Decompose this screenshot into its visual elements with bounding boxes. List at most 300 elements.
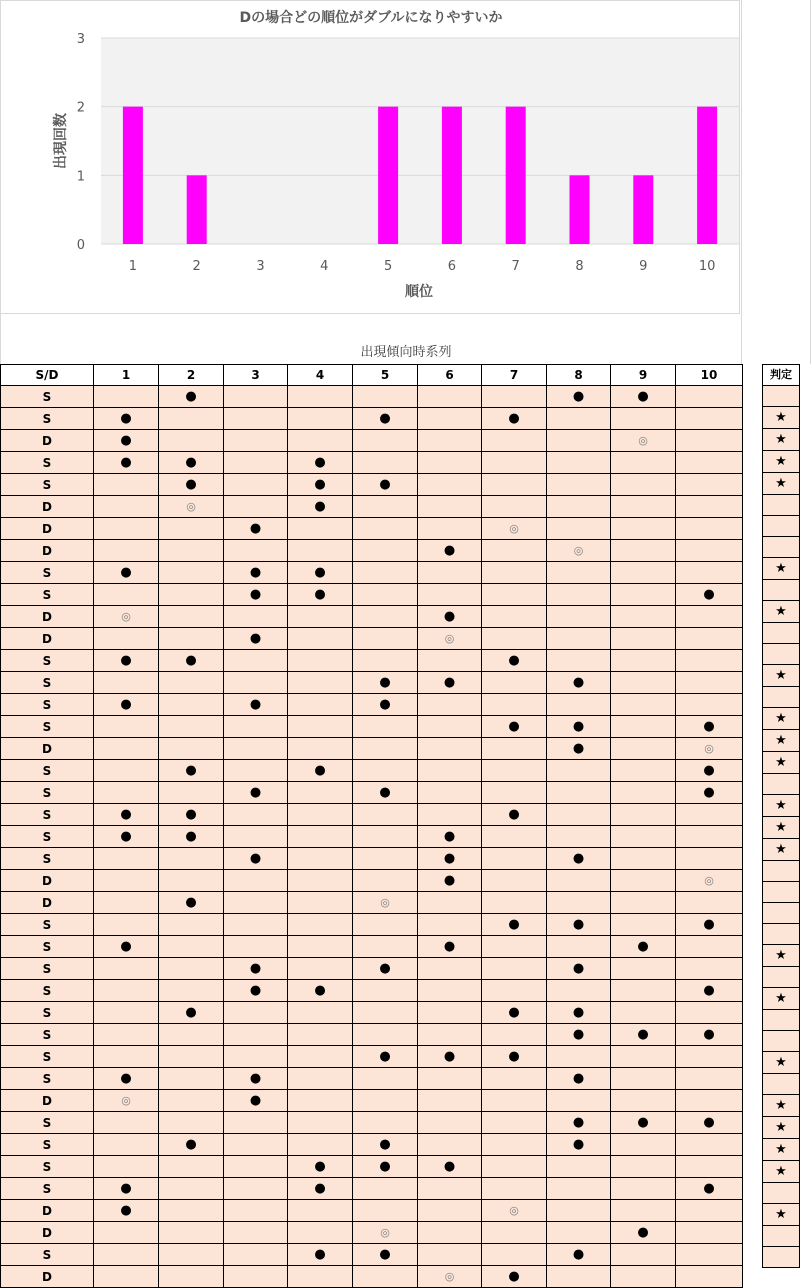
single-mark: ● bbox=[185, 1137, 197, 1152]
rank-cell bbox=[482, 694, 547, 716]
rank-cell bbox=[94, 1244, 159, 1266]
rank-cell bbox=[159, 826, 224, 848]
single-mark: ● bbox=[508, 1005, 520, 1020]
rank-cell bbox=[353, 980, 418, 1002]
rank-cell bbox=[224, 1024, 288, 1046]
table-title: 出現傾向時系列 bbox=[360, 345, 452, 360]
rank-cell bbox=[547, 1222, 611, 1244]
rank-cell bbox=[547, 386, 611, 408]
rank-cell bbox=[94, 430, 159, 452]
sd-cell: S bbox=[1, 1002, 94, 1024]
rank-cell bbox=[676, 892, 743, 914]
table-row bbox=[1, 892, 743, 914]
judge-row bbox=[763, 752, 800, 774]
judge-row bbox=[763, 537, 800, 558]
single-mark: ● bbox=[314, 983, 326, 998]
rank-cell bbox=[353, 452, 418, 474]
header-rank: 5 bbox=[353, 365, 418, 386]
rank-cell bbox=[224, 914, 288, 936]
double-mark: ◎ bbox=[509, 1204, 519, 1217]
rank-cell bbox=[159, 672, 224, 694]
single-mark: ● bbox=[572, 1137, 585, 1152]
rank-cell bbox=[676, 1024, 743, 1046]
rank-cell bbox=[288, 1222, 353, 1244]
rank-cell bbox=[224, 980, 288, 1002]
sd-cell: S bbox=[1, 1178, 94, 1200]
single-mark: ● bbox=[379, 675, 391, 690]
rank-cell bbox=[94, 650, 159, 672]
judge-cell bbox=[763, 730, 800, 752]
single-mark: ● bbox=[379, 1137, 391, 1152]
single-mark: ● bbox=[703, 587, 715, 602]
judge-cell bbox=[763, 537, 800, 558]
rank-cell bbox=[353, 804, 418, 826]
rank-cell bbox=[547, 958, 611, 980]
rank-cell bbox=[159, 694, 224, 716]
sd-cell: D bbox=[1, 606, 94, 628]
rank-cell bbox=[159, 980, 224, 1002]
rank-cell bbox=[611, 848, 676, 870]
rank-cell bbox=[547, 606, 611, 628]
x-tick-label: 5 bbox=[383, 259, 393, 274]
rank-cell bbox=[353, 914, 418, 936]
rank-cell bbox=[353, 672, 418, 694]
single-mark: ● bbox=[120, 697, 132, 712]
trend-table bbox=[0, 364, 743, 1288]
rank-cell bbox=[482, 1200, 547, 1222]
rank-cell bbox=[159, 848, 224, 870]
rank-cell bbox=[482, 936, 547, 958]
rank-cell bbox=[482, 782, 547, 804]
rank-cell bbox=[288, 474, 353, 496]
judge-row bbox=[763, 882, 800, 903]
single-mark: ● bbox=[572, 917, 585, 932]
single-mark: ● bbox=[379, 411, 391, 426]
table-row bbox=[1, 1046, 743, 1068]
rank-cell bbox=[224, 650, 288, 672]
rank-cell bbox=[676, 848, 743, 870]
bar bbox=[697, 107, 717, 244]
rank-cell bbox=[224, 584, 288, 606]
single-mark: ● bbox=[379, 785, 391, 800]
single-mark: ● bbox=[249, 961, 262, 976]
rank-cell bbox=[94, 936, 159, 958]
table-row bbox=[1, 870, 743, 892]
y-tick-label: 0 bbox=[76, 238, 85, 253]
rank-cell bbox=[482, 1222, 547, 1244]
rank-cell bbox=[353, 1222, 418, 1244]
rank-cell bbox=[224, 540, 288, 562]
rank-cell bbox=[482, 408, 547, 430]
rank-cell bbox=[482, 958, 547, 980]
rank-cell bbox=[482, 804, 547, 826]
single-mark: ● bbox=[120, 1181, 132, 1196]
rank-cell bbox=[94, 914, 159, 936]
single-mark: ● bbox=[508, 719, 520, 734]
judge-cell bbox=[763, 495, 800, 516]
single-mark: ● bbox=[120, 565, 132, 580]
rank-cell bbox=[482, 914, 547, 936]
judge-cell bbox=[763, 839, 800, 861]
rank-cell bbox=[418, 474, 482, 496]
rank-cell bbox=[288, 628, 353, 650]
rank-cell bbox=[94, 452, 159, 474]
table-row bbox=[1, 804, 743, 826]
double-mark: ◎ bbox=[444, 632, 455, 645]
sd-cell: D bbox=[1, 540, 94, 562]
single-mark: ● bbox=[572, 719, 585, 734]
double-mark: ◎ bbox=[509, 522, 519, 535]
rank-cell bbox=[353, 1002, 418, 1024]
rank-cell bbox=[224, 936, 288, 958]
rank-cell bbox=[611, 936, 676, 958]
rank-cell bbox=[676, 1156, 743, 1178]
rank-cell bbox=[159, 452, 224, 474]
rank-cell bbox=[224, 892, 288, 914]
rank-cell bbox=[224, 1002, 288, 1024]
rank-cell bbox=[159, 958, 224, 980]
rank-cell bbox=[353, 496, 418, 518]
rank-cell bbox=[94, 1046, 159, 1068]
rank-cell bbox=[676, 1244, 743, 1266]
rank-cell bbox=[418, 650, 482, 672]
judge-cell bbox=[763, 665, 800, 687]
rank-cell bbox=[482, 1244, 547, 1266]
sd-cell: S bbox=[1, 386, 94, 408]
rank-cell bbox=[224, 760, 288, 782]
bar bbox=[442, 107, 462, 244]
table-row bbox=[1, 496, 743, 518]
sd-cell: S bbox=[1, 914, 94, 936]
single-mark: ● bbox=[572, 1027, 585, 1042]
single-mark: ● bbox=[572, 389, 585, 404]
star-icon: ★ bbox=[775, 668, 787, 683]
rank-cell bbox=[482, 386, 547, 408]
rank-cell bbox=[288, 848, 353, 870]
rank-cell bbox=[353, 870, 418, 892]
rank-cell bbox=[224, 804, 288, 826]
rank-cell bbox=[159, 716, 224, 738]
rank-cell bbox=[288, 870, 353, 892]
single-mark: ● bbox=[120, 411, 132, 426]
rank-cell bbox=[353, 738, 418, 760]
x-tick-label: 10 bbox=[698, 259, 716, 274]
rank-cell bbox=[159, 1090, 224, 1112]
judge-cell bbox=[763, 429, 800, 451]
rank-cell bbox=[224, 562, 288, 584]
rank-cell bbox=[676, 958, 743, 980]
rank-cell bbox=[288, 584, 353, 606]
rank-cell bbox=[547, 936, 611, 958]
single-mark: ● bbox=[185, 807, 197, 822]
judge-row bbox=[763, 945, 800, 967]
y-axis-ticks bbox=[77, 32, 85, 253]
rank-cell bbox=[94, 826, 159, 848]
rank-cell bbox=[418, 694, 482, 716]
star-icon: ★ bbox=[775, 948, 787, 963]
single-mark: ● bbox=[572, 1005, 585, 1020]
rank-cell bbox=[353, 606, 418, 628]
judge-cell bbox=[763, 817, 800, 839]
rank-cell bbox=[676, 760, 743, 782]
rank-cell bbox=[547, 738, 611, 760]
header-rank: 10 bbox=[676, 365, 743, 386]
rank-cell bbox=[482, 1266, 547, 1288]
rank-cell bbox=[418, 408, 482, 430]
judge-cell bbox=[763, 1031, 800, 1052]
sd-cell: S bbox=[1, 1046, 94, 1068]
rank-cell bbox=[482, 760, 547, 782]
judge-row bbox=[763, 1031, 800, 1052]
rank-cell bbox=[611, 408, 676, 430]
rank-cell bbox=[418, 1068, 482, 1090]
rank-cell bbox=[611, 1266, 676, 1288]
single-mark: ● bbox=[120, 433, 132, 448]
table-row bbox=[1, 606, 743, 628]
rank-cell bbox=[94, 496, 159, 518]
rank-cell bbox=[94, 562, 159, 584]
rank-cell bbox=[418, 936, 482, 958]
sd-cell: S bbox=[1, 562, 94, 584]
star-icon: ★ bbox=[775, 1142, 787, 1157]
rank-cell bbox=[159, 474, 224, 496]
rank-cell bbox=[418, 606, 482, 628]
rank-cell bbox=[94, 958, 159, 980]
rank-cell bbox=[353, 628, 418, 650]
table-row bbox=[1, 408, 743, 430]
single-mark: ● bbox=[249, 1071, 262, 1086]
rank-cell bbox=[159, 584, 224, 606]
rank-cell bbox=[676, 584, 743, 606]
rank-cell bbox=[611, 386, 676, 408]
single-mark: ● bbox=[703, 1115, 715, 1130]
rank-cell bbox=[611, 694, 676, 716]
judge-row bbox=[763, 1226, 800, 1247]
rank-cell bbox=[288, 1156, 353, 1178]
table-row bbox=[1, 914, 743, 936]
rank-cell bbox=[547, 804, 611, 826]
sd-cell: S bbox=[1, 584, 94, 606]
rank-cell bbox=[94, 694, 159, 716]
single-mark: ● bbox=[443, 1049, 456, 1064]
rank-cell bbox=[288, 980, 353, 1002]
rank-cell bbox=[547, 892, 611, 914]
rank-cell bbox=[547, 870, 611, 892]
rank-cell bbox=[418, 562, 482, 584]
table-row bbox=[1, 672, 743, 694]
rank-cell bbox=[224, 628, 288, 650]
rank-cell bbox=[418, 782, 482, 804]
rank-cell bbox=[418, 496, 482, 518]
double-mark: ◎ bbox=[444, 1270, 455, 1283]
rank-cell bbox=[611, 804, 676, 826]
rank-cell bbox=[547, 1090, 611, 1112]
rank-cell bbox=[676, 606, 743, 628]
single-mark: ● bbox=[572, 1115, 585, 1130]
y-axis-label: 出現回数 bbox=[53, 113, 69, 169]
single-mark: ● bbox=[120, 455, 132, 470]
single-mark: ● bbox=[314, 1159, 326, 1174]
rank-cell bbox=[418, 628, 482, 650]
rank-cell bbox=[482, 452, 547, 474]
rank-cell bbox=[353, 1134, 418, 1156]
table-row bbox=[1, 430, 743, 452]
rank-cell bbox=[547, 650, 611, 672]
rank-cell bbox=[94, 1002, 159, 1024]
rank-cell bbox=[676, 496, 743, 518]
table-row bbox=[1, 1244, 743, 1266]
table-row bbox=[1, 452, 743, 474]
double-mark: ◎ bbox=[186, 500, 196, 513]
rank-cell bbox=[288, 716, 353, 738]
rank-cell bbox=[611, 782, 676, 804]
rank-cell bbox=[224, 958, 288, 980]
rank-cell bbox=[611, 518, 676, 540]
rank-cell bbox=[547, 1266, 611, 1288]
rank-cell bbox=[547, 562, 611, 584]
judge-row bbox=[763, 473, 800, 495]
sd-cell: S bbox=[1, 716, 94, 738]
table-row bbox=[1, 562, 743, 584]
single-mark: ● bbox=[185, 895, 197, 910]
x-tick-label: 6 bbox=[447, 259, 457, 274]
rank-cell bbox=[288, 408, 353, 430]
judge-row bbox=[763, 967, 800, 988]
rank-cell bbox=[482, 826, 547, 848]
rank-cell bbox=[611, 980, 676, 1002]
rank-cell bbox=[482, 562, 547, 584]
sd-cell: D bbox=[1, 628, 94, 650]
single-mark: ● bbox=[703, 1027, 715, 1042]
rank-cell bbox=[159, 518, 224, 540]
rank-cell bbox=[94, 1068, 159, 1090]
rank-cell bbox=[224, 672, 288, 694]
rank-cell bbox=[159, 914, 224, 936]
chart-title: Dの場合どの順位がダブルになりやすいか bbox=[239, 10, 503, 26]
judge-cell bbox=[763, 988, 800, 1010]
rank-cell bbox=[94, 1222, 159, 1244]
rank-cell bbox=[94, 1090, 159, 1112]
x-tick-label: 9 bbox=[639, 259, 648, 274]
single-mark: ● bbox=[508, 1269, 520, 1284]
bar bbox=[187, 175, 207, 244]
table-row bbox=[1, 1090, 743, 1112]
rank-cell bbox=[547, 628, 611, 650]
rank-cell bbox=[224, 518, 288, 540]
rank-cell bbox=[611, 1046, 676, 1068]
single-mark: ● bbox=[572, 1247, 585, 1262]
rank-cell bbox=[224, 1266, 288, 1288]
rank-cell bbox=[353, 386, 418, 408]
star-icon: ★ bbox=[775, 991, 787, 1006]
table-row bbox=[1, 782, 743, 804]
rank-cell bbox=[418, 1222, 482, 1244]
rank-cell bbox=[94, 540, 159, 562]
table-row bbox=[1, 474, 743, 496]
double-mark: ◎ bbox=[704, 874, 714, 887]
rank-cell bbox=[418, 738, 482, 760]
single-mark: ● bbox=[120, 653, 132, 668]
star-icon: ★ bbox=[775, 711, 787, 726]
rank-cell bbox=[94, 1112, 159, 1134]
table-row bbox=[1, 826, 743, 848]
rank-cell bbox=[547, 980, 611, 1002]
rank-cell bbox=[611, 1112, 676, 1134]
rank-cell bbox=[94, 848, 159, 870]
star-icon: ★ bbox=[775, 733, 787, 748]
single-mark: ● bbox=[379, 961, 391, 976]
rank-cell bbox=[676, 716, 743, 738]
judge-row bbox=[763, 429, 800, 451]
rank-cell bbox=[288, 540, 353, 562]
rank-cell bbox=[353, 1178, 418, 1200]
rank-cell bbox=[418, 1090, 482, 1112]
rank-cell bbox=[94, 716, 159, 738]
table-row bbox=[1, 1112, 743, 1134]
judge-row bbox=[763, 1161, 800, 1183]
rank-cell bbox=[94, 518, 159, 540]
single-mark: ● bbox=[443, 1159, 456, 1174]
rank-cell bbox=[418, 1134, 482, 1156]
rank-cell bbox=[288, 892, 353, 914]
judge-row bbox=[763, 774, 800, 795]
judge-cell bbox=[763, 516, 800, 537]
single-mark: ● bbox=[249, 785, 262, 800]
star-icon: ★ bbox=[775, 1098, 787, 1113]
sd-cell: D bbox=[1, 518, 94, 540]
judge-cell bbox=[763, 1074, 800, 1095]
rank-cell bbox=[224, 1090, 288, 1112]
rank-cell bbox=[418, 914, 482, 936]
single-mark: ● bbox=[249, 1093, 262, 1108]
chart-area bbox=[0, 0, 740, 314]
rank-cell bbox=[547, 826, 611, 848]
rank-cell bbox=[418, 1024, 482, 1046]
rank-cell bbox=[159, 628, 224, 650]
rank-cell bbox=[482, 1090, 547, 1112]
rank-cell bbox=[288, 1200, 353, 1222]
single-mark: ● bbox=[314, 1247, 326, 1262]
table-row bbox=[1, 540, 743, 562]
bar bbox=[506, 107, 526, 244]
rank-cell bbox=[159, 1178, 224, 1200]
bar bbox=[633, 175, 653, 244]
rank-cell bbox=[611, 716, 676, 738]
judge-cell bbox=[763, 882, 800, 903]
rank-cell bbox=[224, 452, 288, 474]
rank-cell bbox=[288, 782, 353, 804]
rank-cell bbox=[288, 562, 353, 584]
rank-cell bbox=[224, 738, 288, 760]
star-icon: ★ bbox=[775, 1207, 787, 1222]
rank-cell bbox=[676, 430, 743, 452]
rank-cell bbox=[482, 1002, 547, 1024]
sd-cell: D bbox=[1, 738, 94, 760]
rank-cell bbox=[418, 826, 482, 848]
rank-cell bbox=[547, 1156, 611, 1178]
single-mark: ● bbox=[314, 763, 326, 778]
y-tick-label: 1 bbox=[76, 169, 85, 185]
judge-cell bbox=[763, 1095, 800, 1117]
single-mark: ● bbox=[249, 983, 262, 998]
star-icon: ★ bbox=[775, 1120, 787, 1135]
rank-cell bbox=[676, 738, 743, 760]
rank-cell bbox=[288, 452, 353, 474]
rank-cell bbox=[547, 782, 611, 804]
header-rank: 1 bbox=[94, 365, 159, 386]
judge-row bbox=[763, 861, 800, 882]
rank-cell bbox=[676, 936, 743, 958]
